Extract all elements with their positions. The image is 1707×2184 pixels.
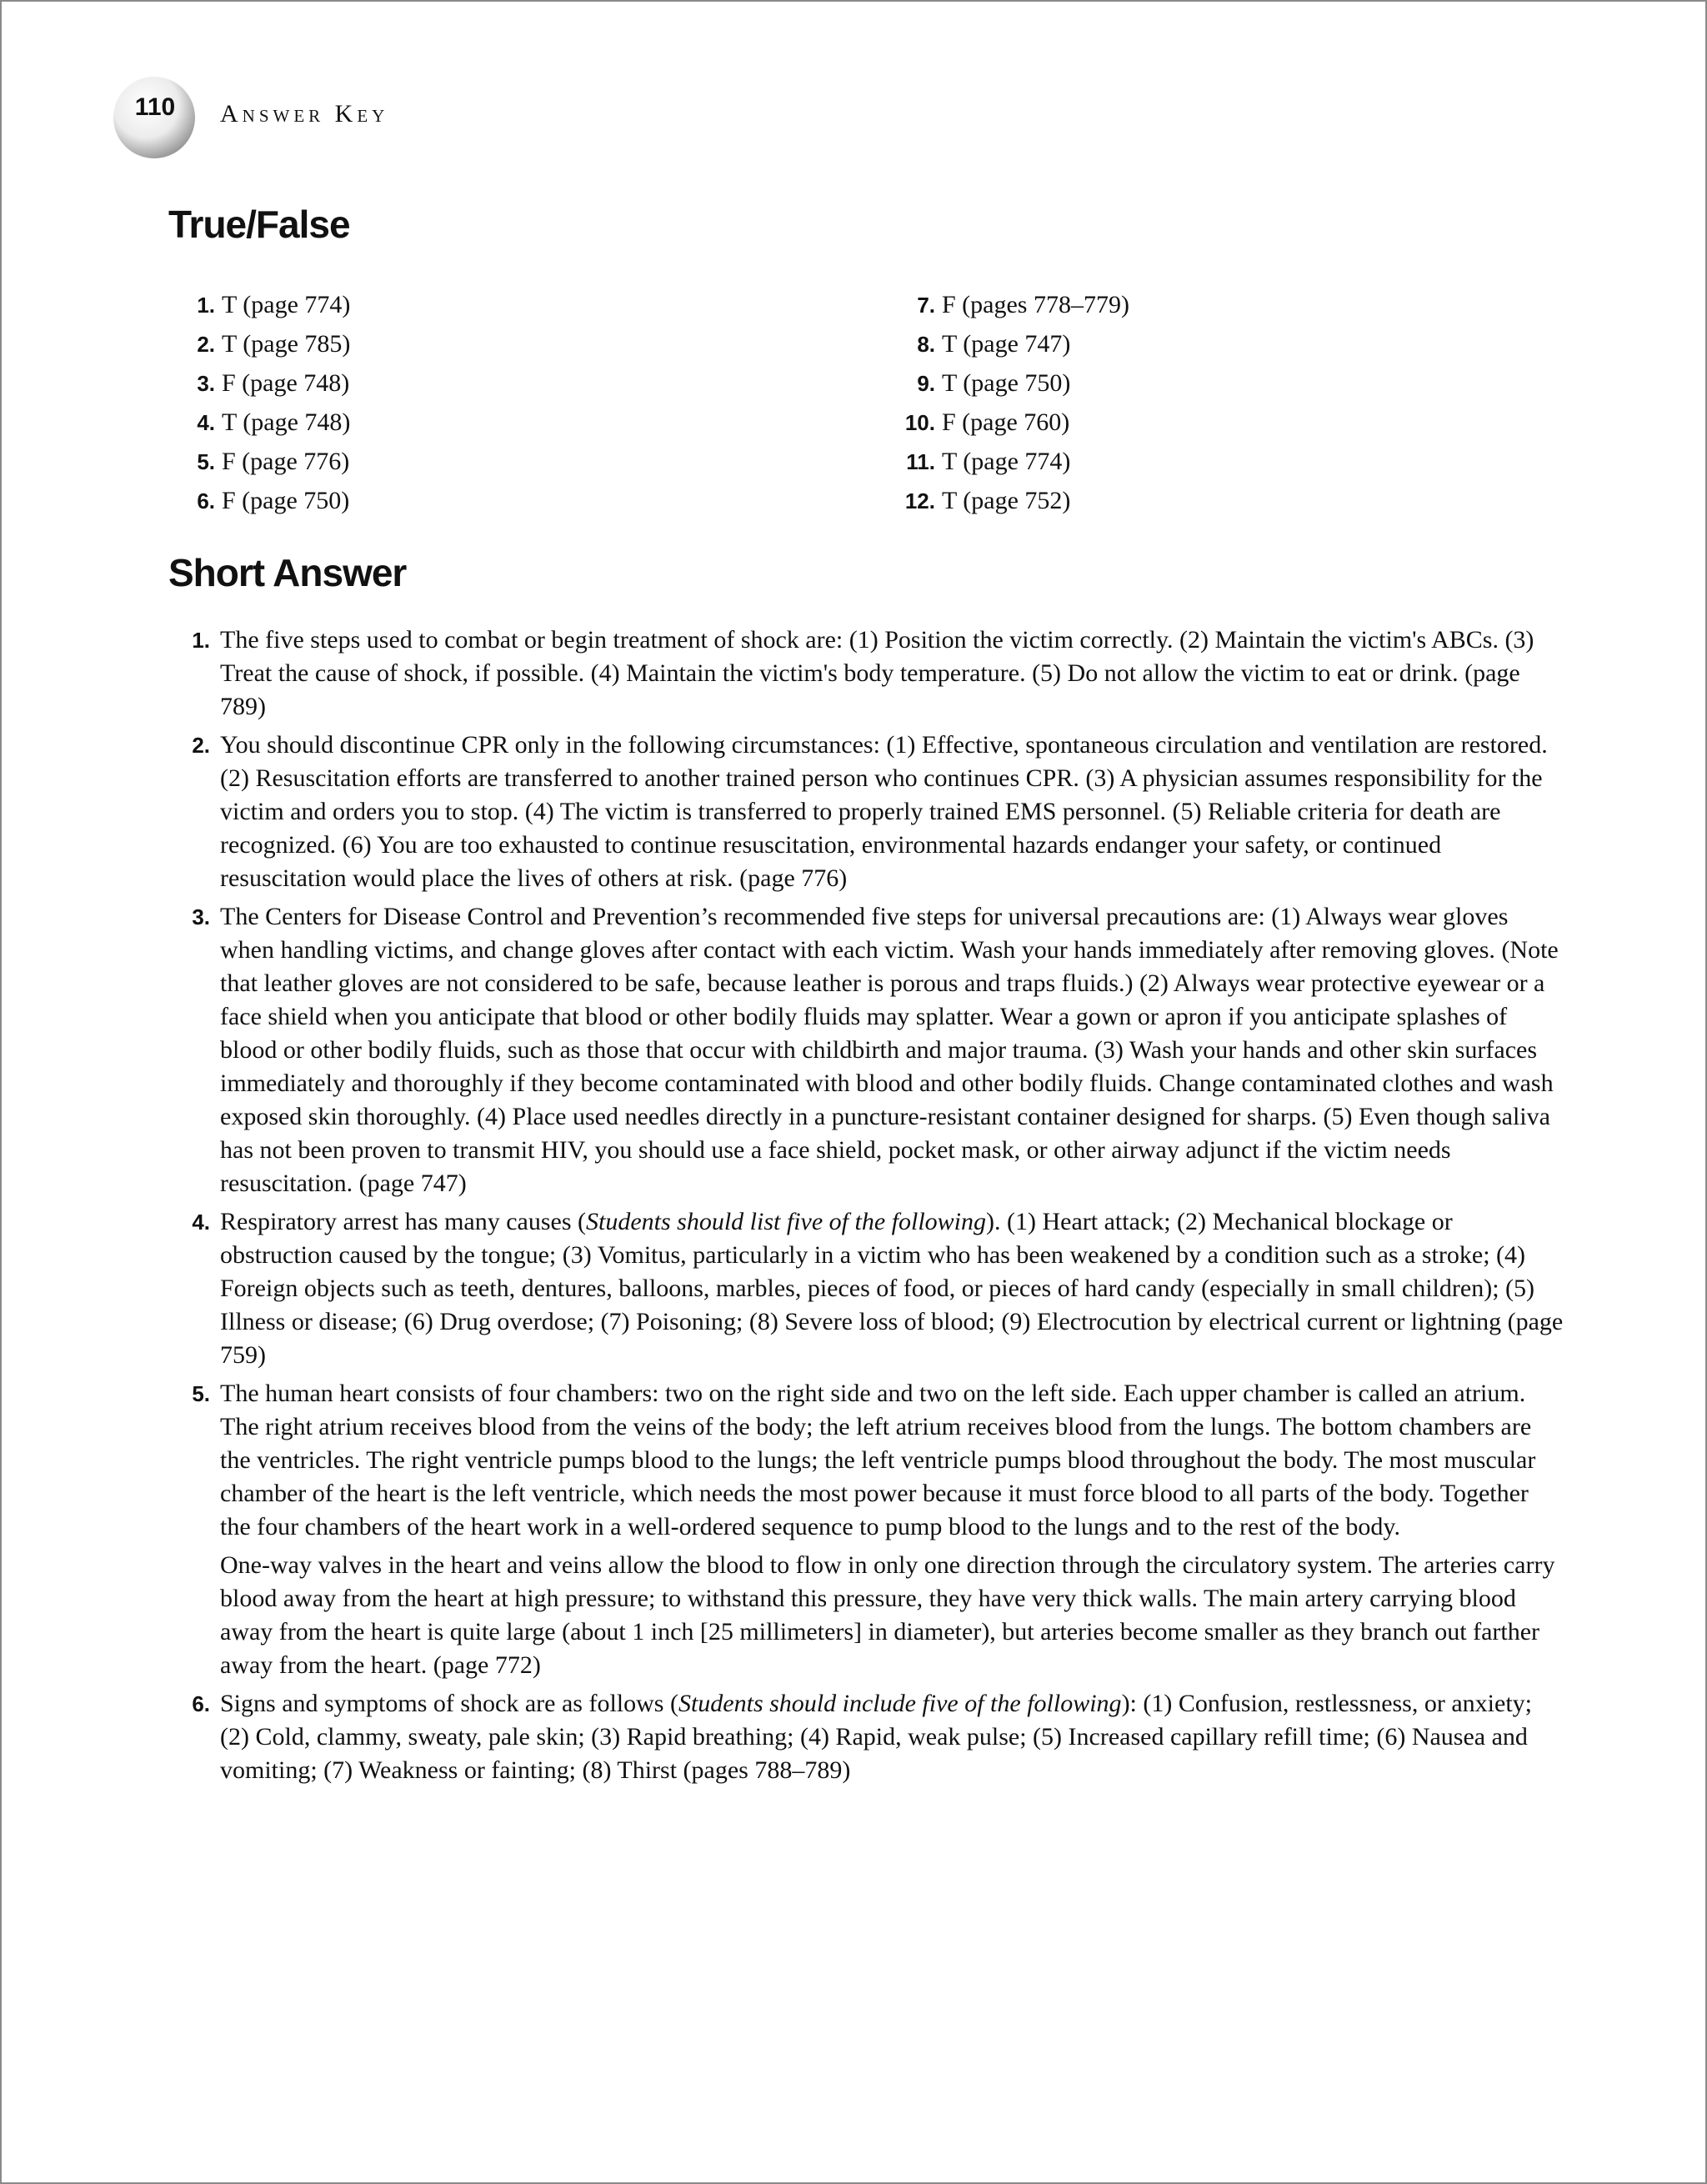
item-text: You should discontinue CPR only in the following circumstances: (1) Effective, spontaneous circulation and ventilation are restored. (2) Resuscitation efforts are transferred to another trained person who continues CPR. (3) A physician assumes responsibility for the victim and orders you to stop. (4) The victim is transferred to properly trained EMS personnel. (5) Reliable criteria for death are recognized. (6) You are too exhausted to continue resuscitation, environmental hazards endanger your safety, or continued resuscitation would place the lives of others at risk. (page 776) [220, 731, 1548, 892]
list-item [889, 403, 1129, 442]
true-false-heading: True/False [168, 203, 350, 246]
item-number: 7. [917, 293, 935, 318]
item-number: 12. [904, 488, 935, 513]
page-number: 110 [134, 93, 176, 121]
list-item [889, 481, 1129, 520]
item-number: 1. [197, 293, 215, 318]
item-answer: T (page 752) [942, 487, 1071, 514]
item-text-lead: Respiratory arrest has many causes ( [220, 1208, 587, 1235]
list-item [889, 285, 1129, 324]
list-item [178, 1377, 1565, 1682]
item-answer: T (page 774) [222, 291, 351, 318]
item-number: 10. [904, 410, 935, 435]
item-number: 4. [192, 1210, 210, 1235]
true-false-right-column [889, 285, 1129, 520]
item-number: 11. [906, 449, 935, 474]
item-text [220, 1205, 1565, 1372]
item-number: 4. [197, 410, 215, 435]
list-item [889, 442, 1129, 481]
item-text-tail: ): (1) Confusion, restlessness, or anxiety; (2) Cold, clammy, sweaty, pale skin; (3) Rapid breathing; (4) Rapid, weak pulse; (5) Increased capillary refill time; (6) Nausea and vomiting; (7) Weakness or fainting; (8) Thirst (pages 788–789) [220, 1690, 1532, 1784]
list-item [178, 1687, 1565, 1787]
item-answer: T (page 747) [942, 330, 1071, 358]
item-answer: T (page 774) [942, 448, 1071, 475]
short-answer-heading: Short Answer [168, 551, 407, 594]
item-text [220, 1687, 1565, 1787]
item-number: 5. [192, 1381, 210, 1406]
item-answer: F (page 750) [222, 487, 350, 514]
item-number: 9. [917, 371, 935, 396]
item-text-paragraph-2: One-way valves in the heart and veins allow the blood to flow in only one direction through the circulatory system. The arteries carry blood away from the heart at high pressure; to withstand this pressure, they have very thick walls. The main artery carrying blood away from the heart is quite large (about 1 inch [25 millimeters] in diameter), but arteries become smaller as they branch out farther away from the heart. (page 772) [220, 1551, 1555, 1679]
item-text-lead: Signs and symptoms of shock are as follows ( [220, 1690, 678, 1717]
list-item [178, 1205, 1565, 1372]
list-item [889, 324, 1129, 363]
item-text: The Centers for Disease Control and Prevention’s recommended five steps for universal precautions are: (1) Always wear gloves when handling victims, and change gloves after contact with each victim. Wash your hands immediately after removing gloves. (Note that leather gloves are not considered to be safe, because leather is porous and traps fluids.) (2) Always wear protective eyewear or a face shield when you anticipate that blood or other bodily fluids may splatter. Wear a gown or apron if you anticipate splashes of blood or other bodily fluids, such as those that occur with childbirth and major trauma. (3) Wash your hands and other skin surfaces immediately and thoroughly if they become contaminated with blood and other bodily fluids. Change contaminated clothes and wash exposed skin thoroughly. (4) Place used needles directly in a puncture-resistant container designed for sharps. (5) Even though saliva has not been proven to transmit HIV, you should use a face shield, pocket mask, or other airway adjunct if the victim needs resuscitation. (page 747) [220, 903, 1559, 1197]
item-number: 6. [197, 488, 215, 513]
list-item [178, 900, 1565, 1200]
item-answer: F (pages 778–779) [942, 291, 1129, 318]
list-item [168, 442, 350, 481]
item-number: 2. [197, 332, 215, 357]
item-number: 5. [197, 449, 215, 474]
item-answer: T (page 785) [222, 330, 351, 358]
item-answer: T (page 750) [942, 369, 1071, 397]
item-number: 1. [192, 628, 210, 653]
list-item [178, 729, 1565, 895]
item-number: 8. [917, 332, 935, 357]
item-text-tail: ). (1) Heart attack; (2) Mechanical blockage or obstruction caused by the tongue; (3) Vomitus, particularly in a victim who has been weakened by a condition such as a stroke; (4) Foreign objects such as teeth, dentures, balloons, marbles, pieces of food, or pieces of hard candy (especially in small children); (5) Illness or disease; (6) Drug overdose; (7) Poisoning; (8) Severe loss of blood; (9) Electrocution by electrical current or lightning (page 759) [220, 1208, 1564, 1369]
item-text: The five steps used to combat or begin treatment of shock are: (1) Position the victim correctly. (2) Maintain the victim's ABCs. (3) Treat the cause of shock, if possible. (4) Maintain the victim's body temperature. (5) Do not allow the victim to eat or drink. (page 789) [220, 626, 1534, 720]
list-item [178, 624, 1565, 724]
list-item [168, 481, 350, 520]
running-title: Answer Key [220, 100, 389, 128]
item-answer: T (page 748) [222, 408, 351, 436]
item-answer: F (page 776) [222, 448, 350, 475]
list-item [168, 324, 350, 363]
true-false-left-column [168, 285, 350, 520]
list-item [889, 363, 1129, 403]
list-item [168, 285, 350, 324]
item-number: 3. [192, 904, 210, 929]
item-number: 3. [197, 371, 215, 396]
italic-instruction: Students should list five of the following [586, 1208, 987, 1235]
list-item [168, 403, 350, 442]
short-answer-list [178, 624, 1565, 1792]
item-number: 2. [192, 733, 210, 758]
item-text: The human heart consists of four chambers: two on the right side and two on the left side. Each upper chamber is called an atrium. The right atrium receives blood from the veins of the body; the left atrium receives blood from the lungs. The bottom chambers are the ventricles. The right ventricle pumps blood to the lungs; the left ventricle pumps blood throughout the body. The most muscular chamber of the heart is the left ventricle, which needs the most power because it must force blood to all parts of the body. Together the four chambers of the heart work in a well-ordered sequence to pump blood to the lungs and to the rest of the body. [220, 1380, 1536, 1540]
item-answer: F (page 760) [942, 408, 1070, 436]
item-answer: F (page 748) [222, 369, 350, 397]
italic-instruction: Students should include five of the following [678, 1690, 1122, 1717]
item-number: 6. [192, 1691, 210, 1716]
list-item [168, 363, 350, 403]
